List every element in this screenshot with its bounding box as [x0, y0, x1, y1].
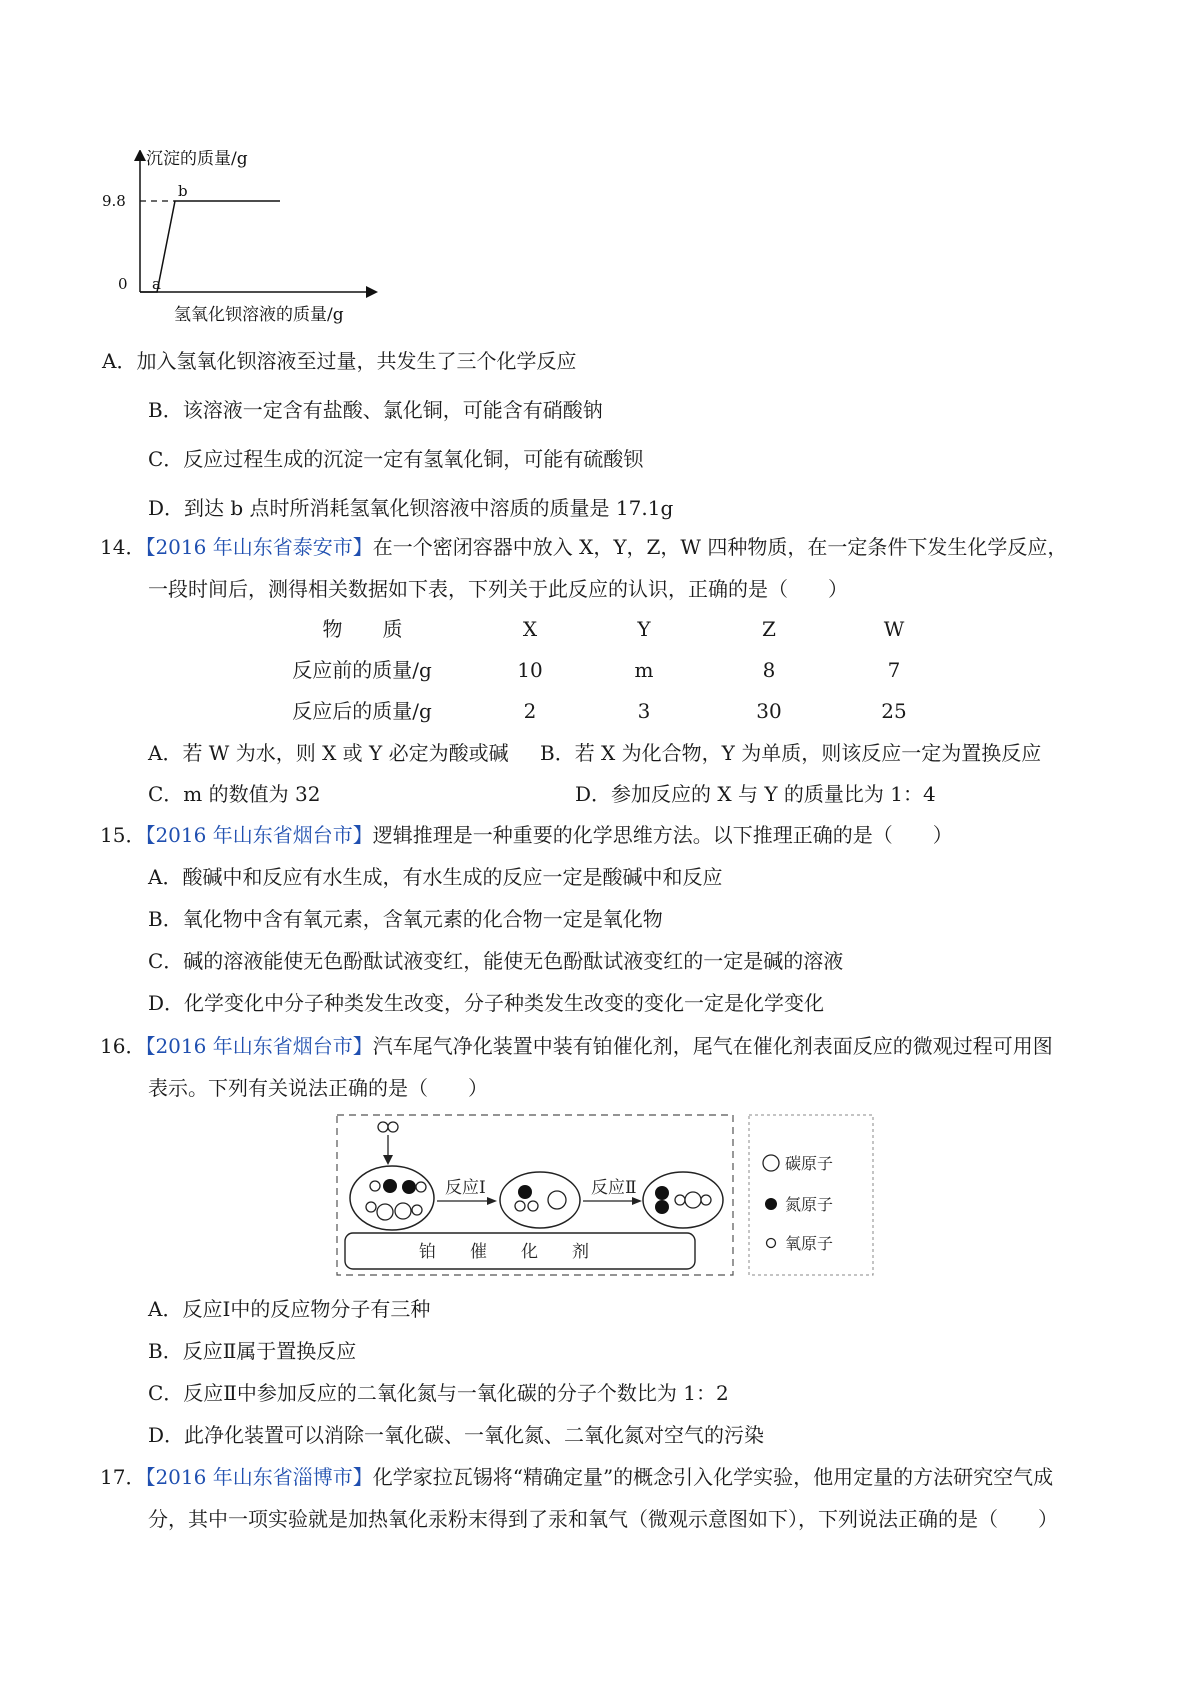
table-header-cell: Z [762, 617, 776, 641]
oxygen-atom [675, 1195, 685, 1205]
catalyst-label: 铂 催 化 剂 [419, 1242, 589, 1262]
q15-stem: 逻辑推理是一种重要的化学思维方法。以下推理正确的是（ ） [372, 823, 953, 847]
reaction-2-arrow-head [632, 1197, 642, 1205]
nitrogen-atom [655, 1200, 669, 1214]
q15-option-b: B．氧化物中含有氧元素，含氧元素的化合物一定是氧化物 [148, 907, 663, 931]
q14-option-b: B．若 X 为化合物，Y 为单质，则该反应一定为置换反应 [540, 741, 1042, 765]
oxygen-atom [701, 1195, 711, 1205]
molecule-group-2 [500, 1172, 580, 1228]
legend-oxygen-label: 氧原子 [785, 1234, 834, 1253]
table-cell: 30 [756, 699, 782, 723]
q13-option-c: C．反应过程生成的沉淀一定有氢氧化铜，可能有硫酸钡 [148, 447, 644, 471]
catalytic-reaction-diagram [335, 1113, 875, 1278]
molecule-group-1 [350, 1166, 434, 1230]
q15-option-a: A．酸碱中和反应有水生成，有水生成的反应一定是酸碱中和反应 [148, 865, 723, 889]
q17-number: 17． [100, 1465, 146, 1489]
table-header-cell: W [883, 617, 905, 641]
q15-option-d: D．化学变化中分子种类发生改变，分子种类发生改变的变化一定是化学变化 [148, 991, 825, 1015]
q17-stem-line-2: 分，其中一项实验就是加热氧化汞粉末得到了汞和氧气（微观示意图如下），下列说法正确的是（ ） [148, 1507, 1058, 1531]
q16-option-b: B．反应Ⅱ属于置换反应 [148, 1339, 357, 1363]
table-header-cell: X [522, 617, 538, 641]
table-header-cell: Y [637, 617, 651, 641]
q14-option-c: C．m 的数值为 32 [148, 782, 321, 806]
q14-option-d: D．参加反应的 X 与 Y 的质量比为 1：4 [575, 782, 936, 806]
oxygen-atom [366, 1202, 376, 1212]
q16-stem: 汽车尾气净化装置中装有铂催化剂，尾气在催化剂表面反应的微观过程可用图 [372, 1034, 1053, 1058]
q14-option-a: A．若 W 为水，则 X 或 Y 必定为酸或碱 [148, 741, 509, 765]
oxygen-atom [412, 1205, 422, 1215]
table-cell: 25 [881, 699, 907, 723]
y-tick-label: 9.8 [102, 192, 126, 210]
q14-source: 【2016 年山东省泰安市】 [145, 535, 373, 559]
origin-label: 0 [118, 275, 128, 293]
table-cell: 10 [517, 658, 543, 682]
q14-stem: 在一个密闭容器中放入 X，Y，Z，W 四种物质，在一定条件下发生化学反应， [372, 535, 1068, 559]
q16-option-d: D．此净化装置可以消除一氧化碳、一氧化氮、二氧化氮对空气的污染 [148, 1423, 765, 1447]
table-header-cell: 物 质 [322, 617, 403, 641]
q14-number: 14． [100, 535, 146, 559]
q15-source: 【2016 年山东省烟台市】 [145, 823, 373, 847]
arrow-down-head [383, 1155, 393, 1165]
nitrogen-legend-icon [765, 1198, 777, 1210]
table-cell: 8 [762, 658, 776, 682]
nitrogen-atom [402, 1180, 416, 1194]
q17-stem-line-1 [100, 1464, 1053, 1490]
q15-stem-line [100, 822, 953, 848]
carbon-atom [395, 1203, 411, 1219]
q14-stem-line-1 [100, 534, 1067, 560]
point-a-label: a [152, 275, 161, 293]
q13-option-b: B．该溶液一定含有盐酸、氯化铜，可能含有硝酸钠 [148, 398, 603, 422]
q17-source: 【2016 年山东省淄博市】 [145, 1465, 373, 1489]
nitrogen-atom [655, 1186, 669, 1200]
q14-stem-line-2: 一段时间后，测得相关数据如下表，下列关于此反应的认识，正确的是（ ） [148, 577, 848, 601]
nitrogen-atom [383, 1179, 397, 1193]
y-axis-label: 沉淀的质量/g [146, 150, 248, 169]
carbon-atom [377, 1204, 393, 1220]
legend-nitrogen-label: 氮原子 [785, 1195, 834, 1214]
q16-option-c: C．反应Ⅱ中参加反应的二氧化氮与一氧化碳的分子个数比为 1：2 [148, 1381, 729, 1405]
q15-number: 15． [100, 823, 146, 847]
carbon-atom [548, 1191, 566, 1209]
oxygen-atom [515, 1201, 525, 1211]
point-b-label: b [178, 182, 188, 200]
q16-number: 16． [100, 1034, 146, 1058]
reaction-1-label: 反应Ⅰ [445, 1178, 486, 1198]
carbon-atom [685, 1192, 701, 1208]
q15-option-c: C．碱的溶液能使无色酚酞试液变红，能使无色酚酞试液变红的一定是碱的溶液 [148, 949, 844, 973]
table-cell: m [634, 658, 654, 682]
oxygen-atom [378, 1122, 388, 1132]
q16-stem-line-1 [100, 1033, 1053, 1059]
oxygen-legend-icon [767, 1239, 776, 1248]
q13-option-a: A．加入氢氧化钡溶液至过量，共发生了三个化学反应 [102, 349, 577, 373]
oxygen-atom [416, 1182, 426, 1192]
q17-stem: 化学家拉瓦锡将“精确定量”的概念引入化学实验，他用定量的方法研究空气成 [372, 1465, 1054, 1489]
carbon-legend-icon [763, 1155, 779, 1171]
reaction-1-arrow-head [487, 1197, 497, 1205]
q16-option-a: A．反应Ⅰ中的反应物分子有三种 [148, 1297, 431, 1321]
oxygen-atom [528, 1201, 538, 1211]
oxygen-atom [388, 1122, 398, 1132]
q16-stem-line-2: 表示。下列有关说法正确的是（ ） [148, 1076, 488, 1100]
series-line [140, 201, 280, 292]
oxygen-atom [370, 1181, 380, 1191]
legend-carbon-label: 碳原子 [785, 1154, 834, 1173]
table-cell: 反应后的质量/g [292, 699, 432, 723]
table-cell: 3 [637, 699, 651, 723]
table-cell: 反应前的质量/g [292, 658, 432, 682]
q13-option-d: D．到达 b 点时所消耗氢氧化钡溶液中溶质的质量是 17.1g [148, 496, 674, 520]
table-cell: 2 [523, 699, 537, 723]
q16-source: 【2016 年山东省烟台市】 [145, 1034, 373, 1058]
table-cell: 7 [887, 658, 901, 682]
nitrogen-atom [518, 1185, 532, 1199]
precipitate-mass-chart [100, 150, 390, 325]
x-axis-label: 氢氧化钡溶液的质量/g [174, 305, 344, 325]
reaction-2-label: 反应Ⅱ [591, 1178, 637, 1198]
